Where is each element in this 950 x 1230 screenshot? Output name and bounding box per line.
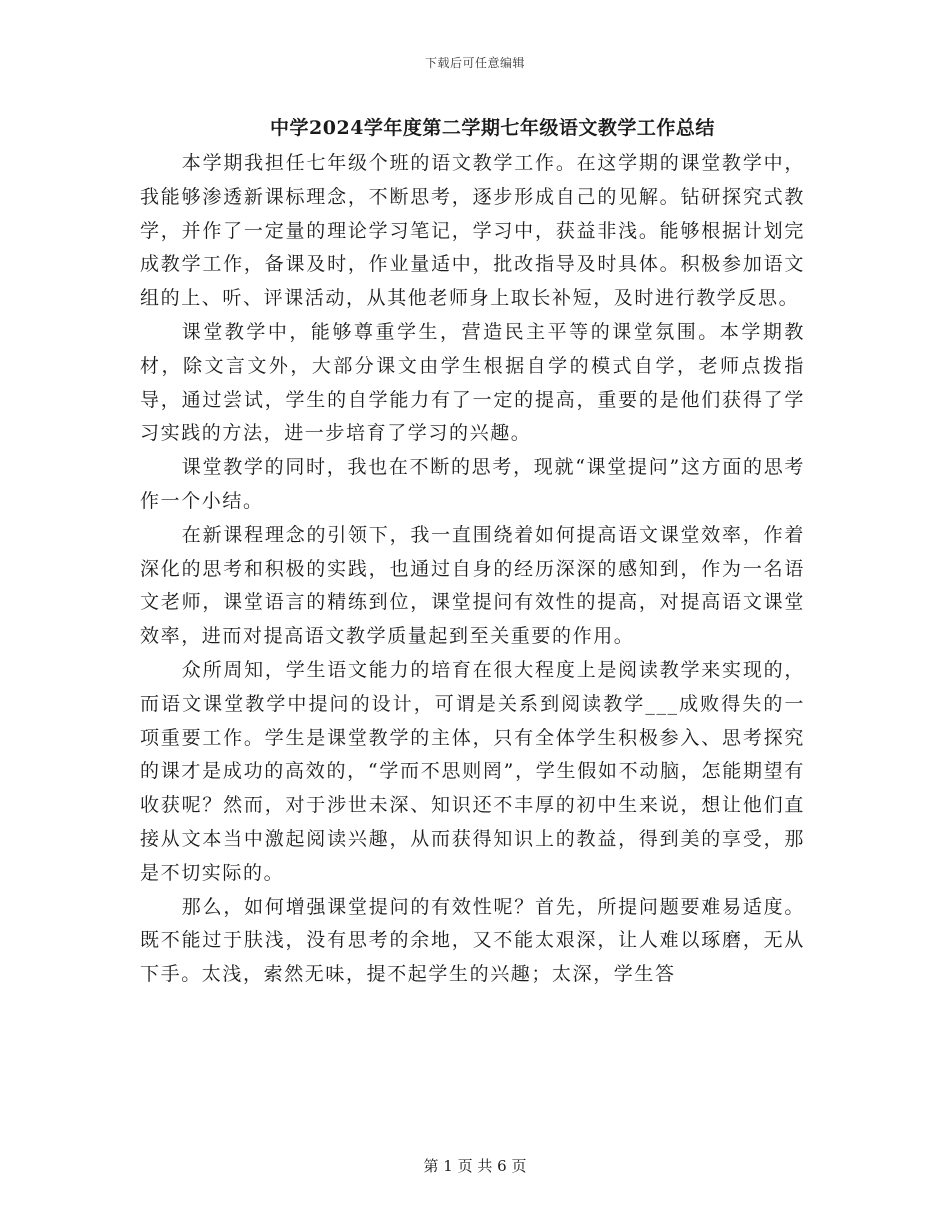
paragraph: 课堂教学的同时，我也在不断的思考，现就“课堂提问”这方面的思考作一个小结。: [140, 456, 805, 512]
document-title: 中学2024学年度第二学期七年级语文教学工作总结: [270, 117, 715, 139]
header-note: 下载后可任意编辑: [424, 56, 525, 70]
paragraph: 众所周知，学生语文能力的培育在很大程度上是阅读教学来实现的，而语文课堂教学中提问的设计，可谓是关系到阅读教学___成败得失的一项重要工作。学生是课堂教学的主体，只有全体学生积极参入、思考探究的课才是成功的高效的，“学而不思则罔”，学生假如不动脑，怎能期望有收获呢？然而，对于涉世未深、知识还不丰厚的初中生来说，想让他们直接从文本当中激起阅读兴趣，从而获得知识上的教益，得到美的享受，那是不切实际的。: [140, 658, 805, 884]
page-number: 第 1 页 共 6 页: [423, 1157, 527, 1175]
paragraph: 那么，如何增强课堂提问的有效性呢？首先，所提问题要难易适度。既不能过于肤浅，没有思考的余地，又不能太艰深，让人难以琢磨，无从下手。太浅，索然无味，提不起学生的兴趣；太深，学生答: [140, 895, 805, 986]
paragraph: 课堂教学中，能够尊重学生，营造民主平等的课堂氛围。本学期教材，除文言文外，大部分课文由学生根据自学的模式自学，老师点拨指导，通过尝试，学生的自学能力有了一定的提高，重要的是他们获得了学习实践的方法，进一步培育了学习的兴趣。: [140, 320, 805, 445]
paragraph: 在新课程理念的引领下，我一直围绕着如何提高语文课堂效率，作着深化的思考和积极的实践，也通过自身的经历深深的感知到，作为一名语文老师，课堂语言的精练到位，课堂提问有效性的提高，对提高语文课堂效率，进而对提高语文教学质量起到至关重要的作用。: [140, 523, 805, 648]
document-body: [140, 147, 805, 992]
paragraph: 本学期我担任七年级个班的语文教学工作。在这学期的课堂教学中，我能够渗透新课标理念，不断思考，逐步形成自己的见解。钻研探究式教学，并作了一定量的理论学习笔记，学习中，获益非浅。能够根据计划完成教学工作，备课及时，作业量适中，批改指导及时具体。积极参加语文组的上、听、评课活动，从其他老师身上取长补短，及时进行教学反思。: [140, 152, 805, 310]
